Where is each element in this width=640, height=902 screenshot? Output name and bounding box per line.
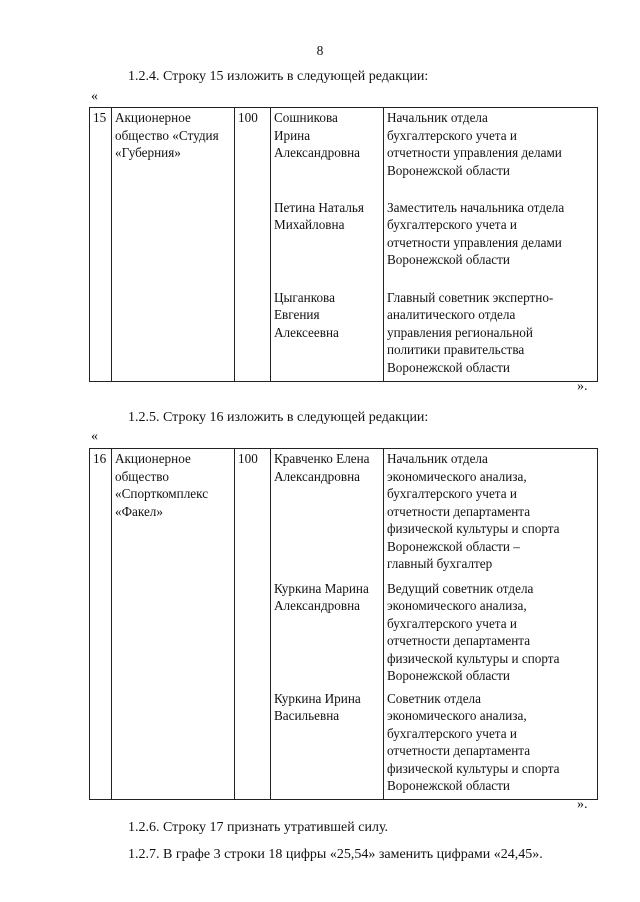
name-line: Куркина Марина bbox=[274, 580, 369, 596]
position-line: Воронежской области bbox=[387, 252, 510, 267]
row-number-cell: 16 bbox=[90, 449, 112, 800]
name-line: Васильевна bbox=[274, 708, 340, 723]
org-line: «Спорткомплекс bbox=[115, 486, 209, 501]
instruction-1-2-4: 1.2.4. Строку 15 изложить в следующей редакции: bbox=[128, 69, 429, 84]
instruction-1-2-7: 1.2.7. В графе 3 строки 18 цифры «25,54» заменить цифрами «24,45». bbox=[128, 847, 543, 862]
org-line: «Факел» bbox=[115, 503, 163, 519]
person-position-cell bbox=[384, 198, 598, 288]
person-name-cell bbox=[271, 198, 384, 288]
position-line: управления региональной bbox=[387, 324, 533, 340]
name-line: Петина Наталья bbox=[274, 199, 364, 215]
name-line: Куркина Ирина bbox=[274, 690, 361, 706]
name-line: Кравченко Елена bbox=[274, 451, 370, 466]
organization-cell bbox=[112, 449, 235, 800]
name-line: Алексеевна bbox=[274, 324, 339, 340]
instruction-1-2-5: 1.2.5. Строку 16 изложить в следующей редакции: bbox=[128, 410, 429, 425]
name-line: Александровна bbox=[274, 145, 360, 160]
person-name-cell bbox=[271, 689, 384, 800]
position-line: отчетности департамента bbox=[387, 633, 531, 648]
name-line: Евгения bbox=[274, 307, 320, 322]
position-line: главный бухгалтер bbox=[387, 556, 493, 571]
position-line: физической культуры и спорта bbox=[387, 760, 560, 776]
name-line: Сошникова bbox=[274, 110, 338, 125]
position-line: отчетности управления делами bbox=[387, 145, 562, 160]
position-line: Воронежской области bbox=[387, 668, 510, 683]
person-position-cell bbox=[384, 689, 598, 800]
page-number: 8 bbox=[316, 43, 324, 58]
position-line: отчетности управления делами bbox=[387, 234, 562, 250]
position-line: физической культуры и спорта bbox=[387, 650, 560, 666]
row-number-cell: 15 bbox=[90, 108, 112, 382]
org-line: общество bbox=[115, 468, 169, 484]
position-line: Главный советник экспертно- bbox=[387, 289, 554, 305]
position-line: физической культуры и спорта bbox=[387, 521, 560, 536]
position-line: Советник отдела bbox=[387, 690, 481, 706]
person-position-cell bbox=[384, 449, 598, 579]
person-name-cell bbox=[271, 288, 384, 382]
person-name-cell bbox=[271, 108, 384, 198]
person-position-cell bbox=[384, 288, 598, 382]
position-line: Начальник отдела bbox=[387, 110, 488, 125]
close-quote-2: ». bbox=[577, 797, 588, 812]
position-line: отчетности департамента bbox=[387, 743, 531, 758]
position-line: бухгалтерского учета и bbox=[387, 217, 517, 232]
org-line: общество «Студия bbox=[115, 127, 219, 143]
person-position-cell bbox=[384, 108, 598, 198]
position-line: экономического анализа, bbox=[387, 708, 527, 723]
position-line: Ведущий советник отдела bbox=[387, 580, 534, 596]
open-quote-2: « bbox=[91, 429, 98, 444]
position-line: бухгалтерского учета и bbox=[387, 127, 517, 143]
position-line: бухгалтерского учета и bbox=[387, 725, 517, 741]
position-line: политики правительства bbox=[387, 342, 525, 357]
position-line: Заместитель начальника отдела bbox=[387, 199, 565, 215]
name-line: Михайловна bbox=[274, 217, 345, 232]
table-row-16 bbox=[89, 448, 598, 800]
person-position-cell bbox=[384, 579, 598, 689]
table-row-15 bbox=[89, 107, 598, 382]
name-line: Александровна bbox=[274, 598, 360, 613]
position-line: бухгалтерского учета и bbox=[387, 486, 517, 501]
position-line: отчетности департамента bbox=[387, 503, 531, 519]
name-line: Цыганкова bbox=[274, 289, 335, 305]
organization-cell bbox=[112, 108, 235, 382]
name-line: Александровна bbox=[274, 468, 360, 484]
share-cell: 100 bbox=[235, 449, 271, 800]
position-line: экономического анализа, bbox=[387, 598, 527, 613]
person-name-cell bbox=[271, 579, 384, 689]
instruction-1-2-6: 1.2.6. Строку 17 признать утратившей силу. bbox=[128, 820, 389, 835]
org-line: Акционерное bbox=[115, 110, 191, 125]
position-line: бухгалтерского учета и bbox=[387, 615, 517, 631]
share-cell: 100 bbox=[235, 108, 271, 382]
position-line: Воронежской области bbox=[387, 162, 510, 178]
position-line: аналитического отдела bbox=[387, 307, 516, 322]
position-line: экономического анализа, bbox=[387, 468, 527, 484]
open-quote-1: « bbox=[91, 89, 98, 104]
position-line: Воронежской области – bbox=[387, 538, 520, 554]
org-line: «Губерния» bbox=[115, 145, 181, 160]
org-line: Акционерное bbox=[115, 451, 191, 466]
position-line: Воронежской области bbox=[387, 778, 510, 793]
person-name-cell bbox=[271, 449, 384, 579]
position-line: Начальник отдела bbox=[387, 451, 488, 466]
close-quote-1: ». bbox=[577, 379, 588, 394]
position-line: Воронежской области bbox=[387, 359, 510, 375]
name-line: Ирина bbox=[274, 127, 311, 143]
